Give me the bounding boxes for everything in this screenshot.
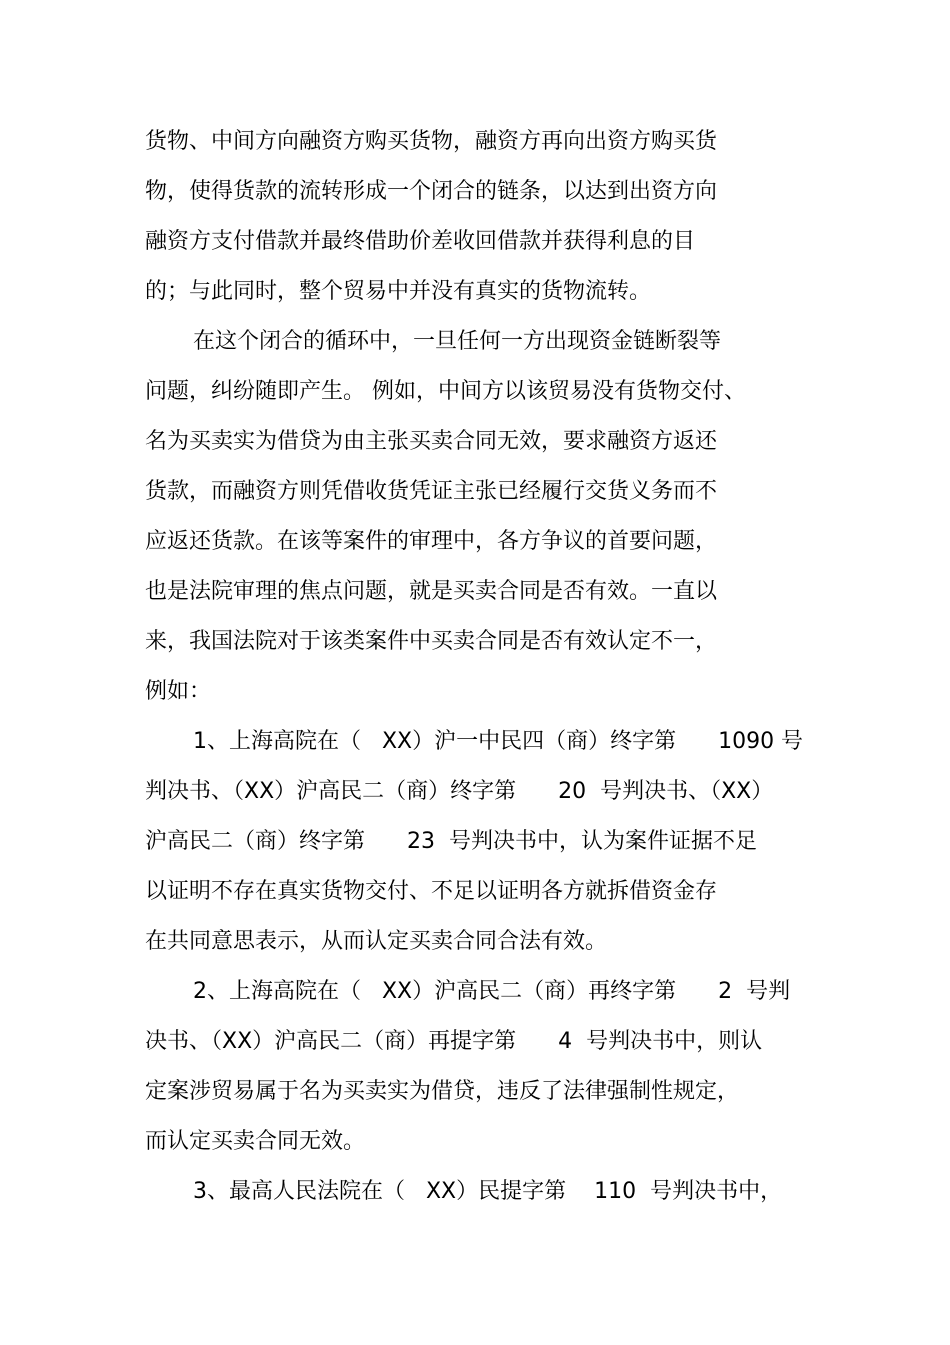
text-line: 名为买卖实为借贷为由主张买卖合同无效，要求融资方返还 xyxy=(145,429,718,454)
text-line: 物，使得货款的流转形成一个闭合的链条，以达到出资方向 xyxy=(145,179,718,204)
text-line: 问题，纠纷随即产生。 例如，中间方以该贸易没有货物交付、 xyxy=(145,379,746,404)
text-line: 货款，而融资方则凭借收货凭证主张已经履行交货义务而不 xyxy=(145,479,718,504)
list-item-2-first-line: 2、上海高院在（ XX）沪高民二（商）再终字第 2 号判 xyxy=(193,979,791,1004)
text-line: 来，我国法院对于该类案件中买卖合同是否有效认定不一， xyxy=(145,629,718,654)
text-line: 应返还货款。在该等案件的审理中，各方争议的首要问题， xyxy=(145,529,718,554)
text-line: 沪高民二（商）终字第 23 号判决书中，认为案件证据不足 xyxy=(145,829,757,854)
text-line: 货物、中间方向融资方购买货物，融资方再向出资方购买货 xyxy=(145,129,718,154)
list-item-1-first-line: 1、上海高院在（ XX）沪一中民四（商）终字第 1090 号 xyxy=(193,729,804,754)
text-line: 定案涉贸易属于名为买卖实为借贷，违反了法律强制性规定， xyxy=(145,1079,740,1104)
list-item-3-first-line: 3、最高人民法院在（ XX）民提字第 110 号判决书中， xyxy=(193,1179,783,1204)
text-line: 的；与此同时，整个贸易中并没有真实的货物流转。 xyxy=(145,279,652,304)
text-line: 以证明不存在真实货物交付、不足以证明各方就拆借资金存 xyxy=(145,879,718,904)
text-line: 例如： xyxy=(145,679,212,704)
text-line: 在共同意思表示，从而认定买卖合同合法有效。 xyxy=(145,929,608,954)
text-line: 也是法院审理的焦点问题，就是买卖合同是否有效。一直以 xyxy=(145,579,718,604)
text-line: 判决书、（XX）沪高民二（商）终字第 20 号判决书、（XX） xyxy=(145,779,774,804)
text-line: 而认定买卖合同无效。 xyxy=(145,1129,366,1154)
text-line: 决书、（XX）沪高民二（商）再提字第 4 号判决书中，则认 xyxy=(145,1029,763,1054)
text-line: 融资方支付借款并最终借助价差收回借款并获得利息的目 xyxy=(145,229,696,254)
paragraph-first-line: 在这个闭合的循环中，一旦任何一方出现资金链断裂等 xyxy=(193,329,722,354)
